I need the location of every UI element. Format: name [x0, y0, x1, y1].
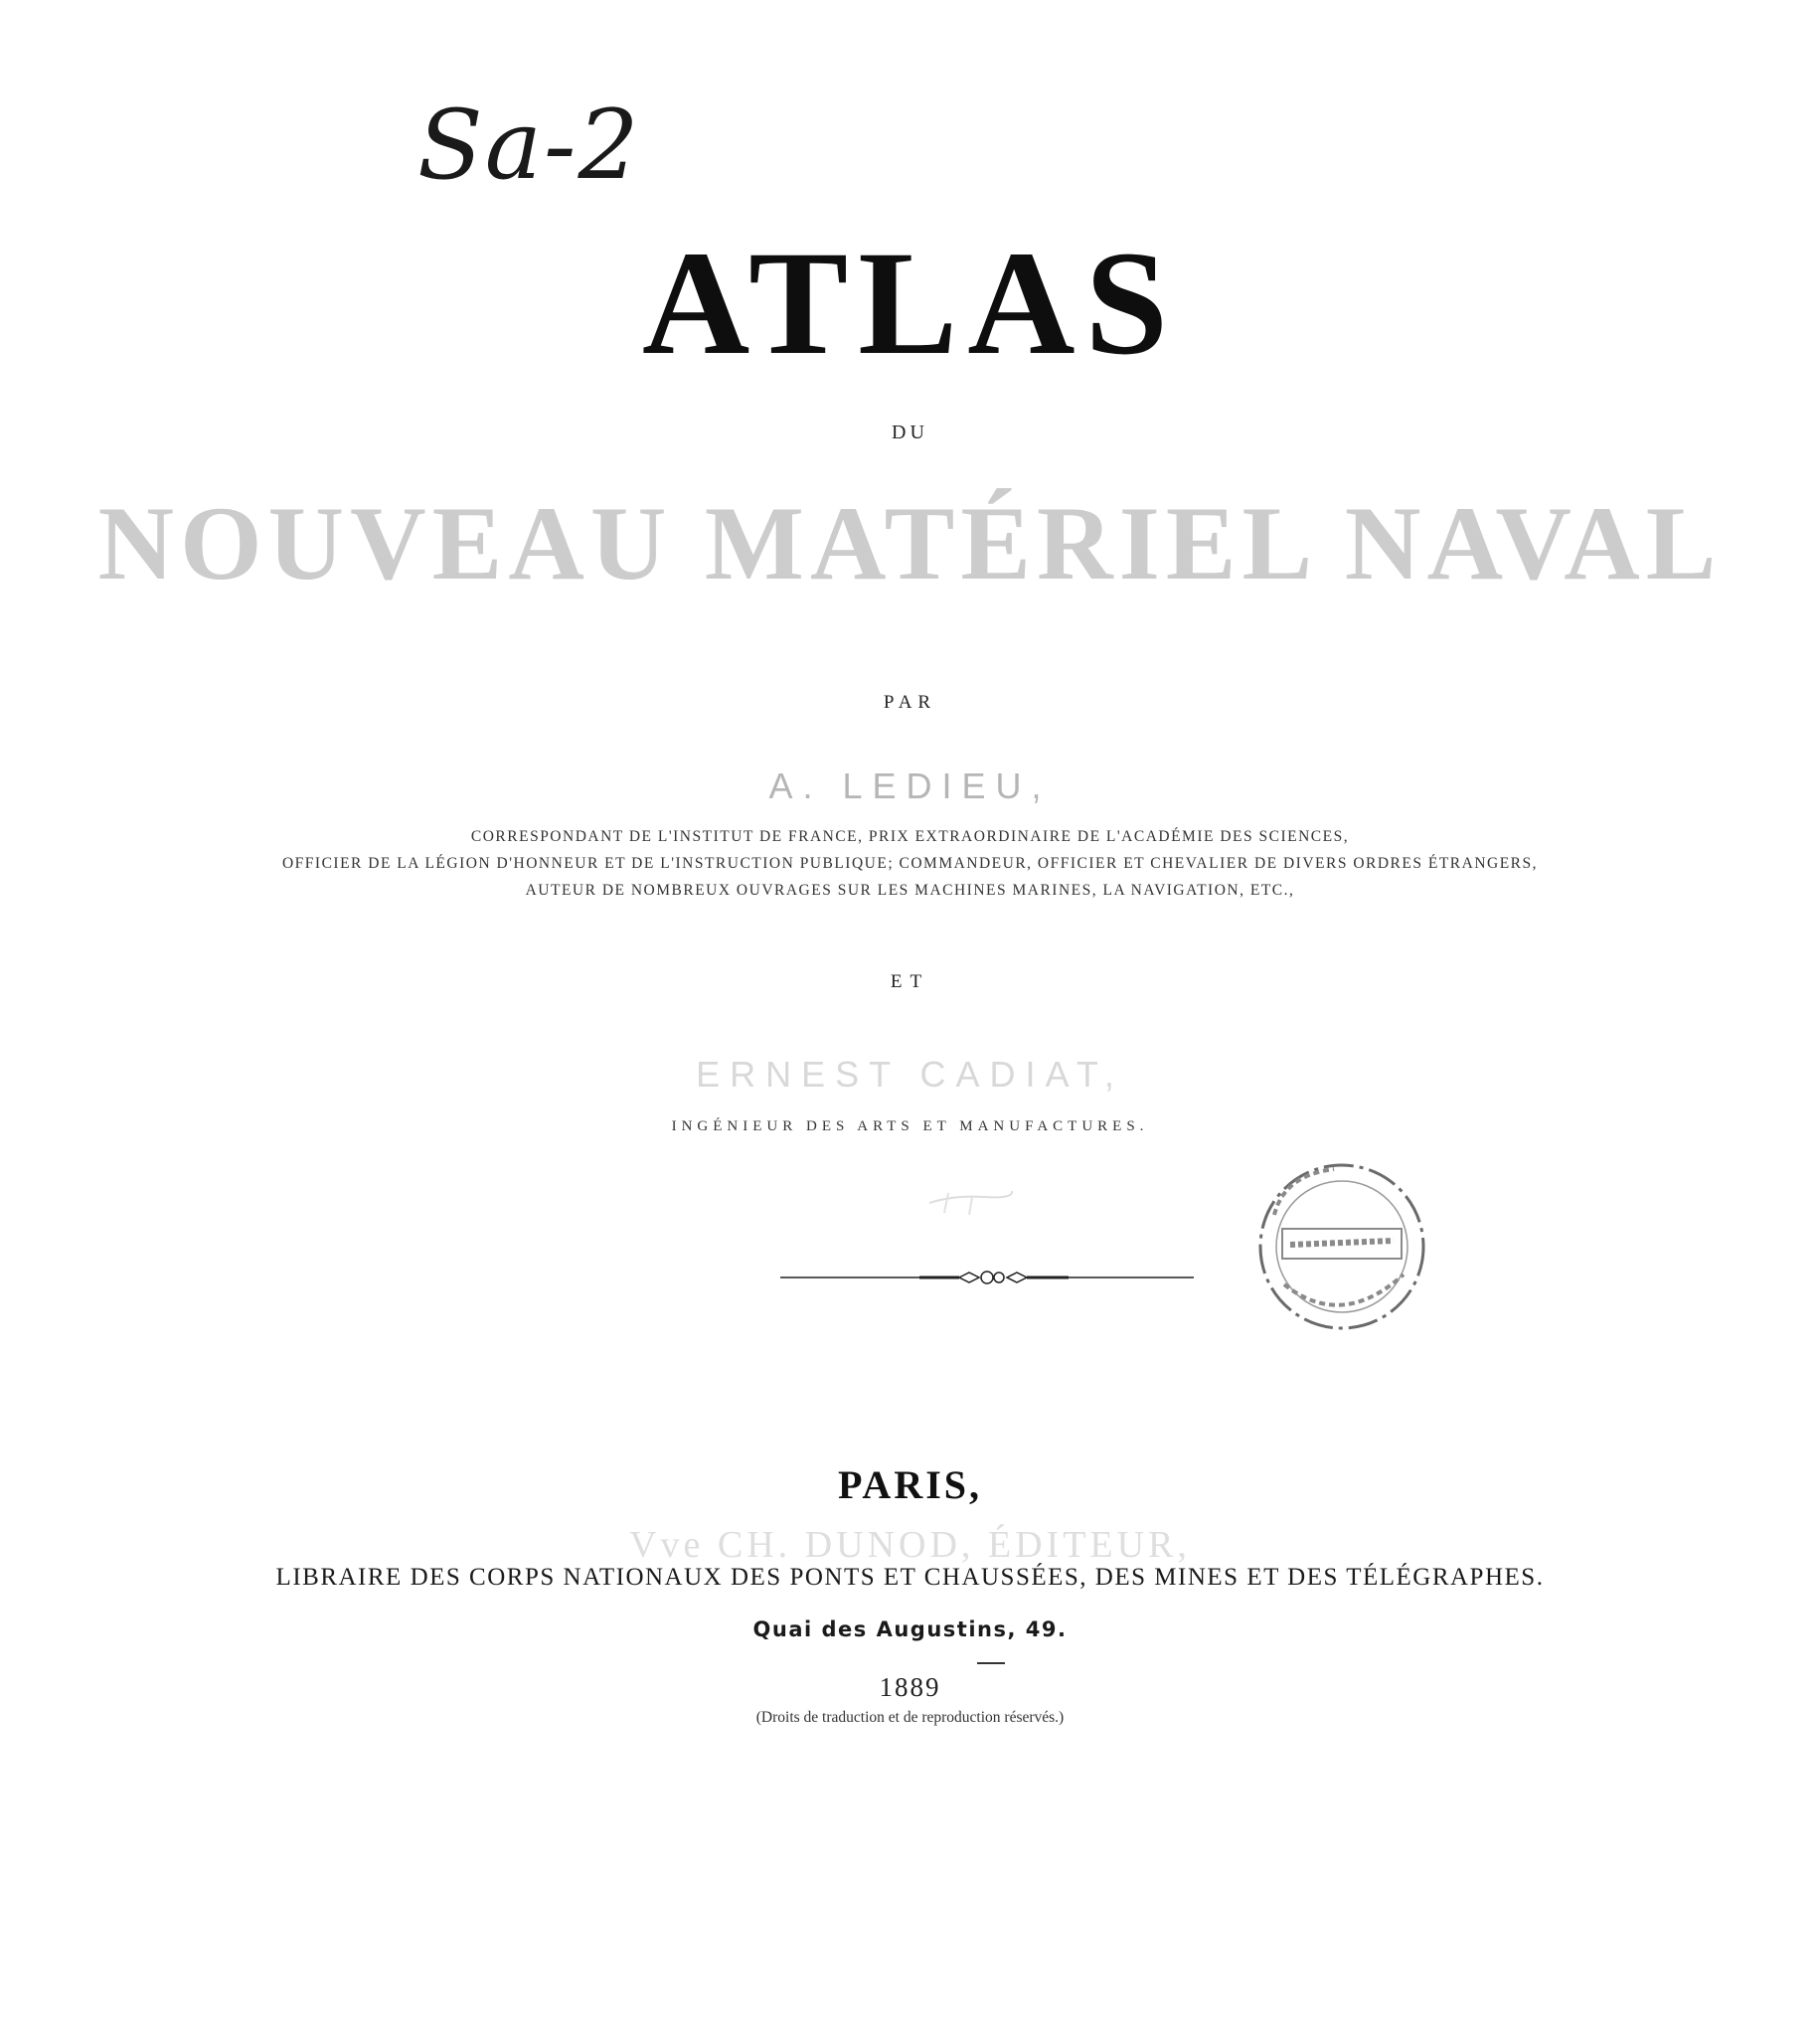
publication-year: 1889	[879, 1672, 941, 1702]
book-title: ATLAS	[641, 221, 1179, 386]
publication-city: PARIS,	[837, 1462, 983, 1507]
library-stamp-icon	[1254, 1155, 1429, 1338]
by-label: PAR	[883, 692, 937, 713]
title-connector: DU	[892, 422, 928, 443]
separator-dash	[977, 1662, 1005, 1664]
faint-pencil-mark	[924, 1183, 1014, 1223]
first-author-credential: CORRESPONDANT DE L'INSTITUT DE FRANCE, PRIX EXTRAORDINAIRE DE L'ACADÉMIE DES SCIENCES,	[470, 828, 1350, 845]
publisher-name: Vve CH. DUNOD, ÉDITEUR,	[629, 1524, 1191, 1566]
rights-notice: (Droits de traduction et de reproduction réservés.)	[755, 1709, 1065, 1726]
second-author-name: ERNEST CADIAT,	[696, 1054, 1124, 1095]
first-author-credential: AUTEUR DE NOMBREUX OUVRAGES SUR LES MACHINES MARINES, LA NAVIGATION, ETC.,	[525, 882, 1295, 899]
book-subtitle: NOUVEAU MATÉRIEL NAVAL	[97, 485, 1723, 601]
publisher-library: LIBRAIRE DES CORPS NATIONAUX DES PONTS ET CHAUSSÉES, DES MINES ET DES TÉLÉGRAPHES.	[275, 1564, 1545, 1591]
first-author-credential: OFFICIER DE LA LÉGION D'HONNEUR ET DE L'INSTRUCTION PUBLIQUE; COMMANDEUR, OFFICIER ET CHEVALIER DE DIVERS ORDRES ÉTRANGERS,	[281, 855, 1539, 872]
second-author-role: INGÉNIEUR DES ARTS ET MANUFACTURES.	[671, 1118, 1149, 1134]
publisher-address: Quai des Augustins, 49.	[752, 1617, 1068, 1641]
handwritten-shelfmark: Sa-2	[417, 89, 641, 201]
decorative-rule-ornament	[780, 1263, 1194, 1292]
and-label: ET	[890, 971, 930, 992]
first-author-name: A. LEDIEU,	[768, 765, 1052, 806]
